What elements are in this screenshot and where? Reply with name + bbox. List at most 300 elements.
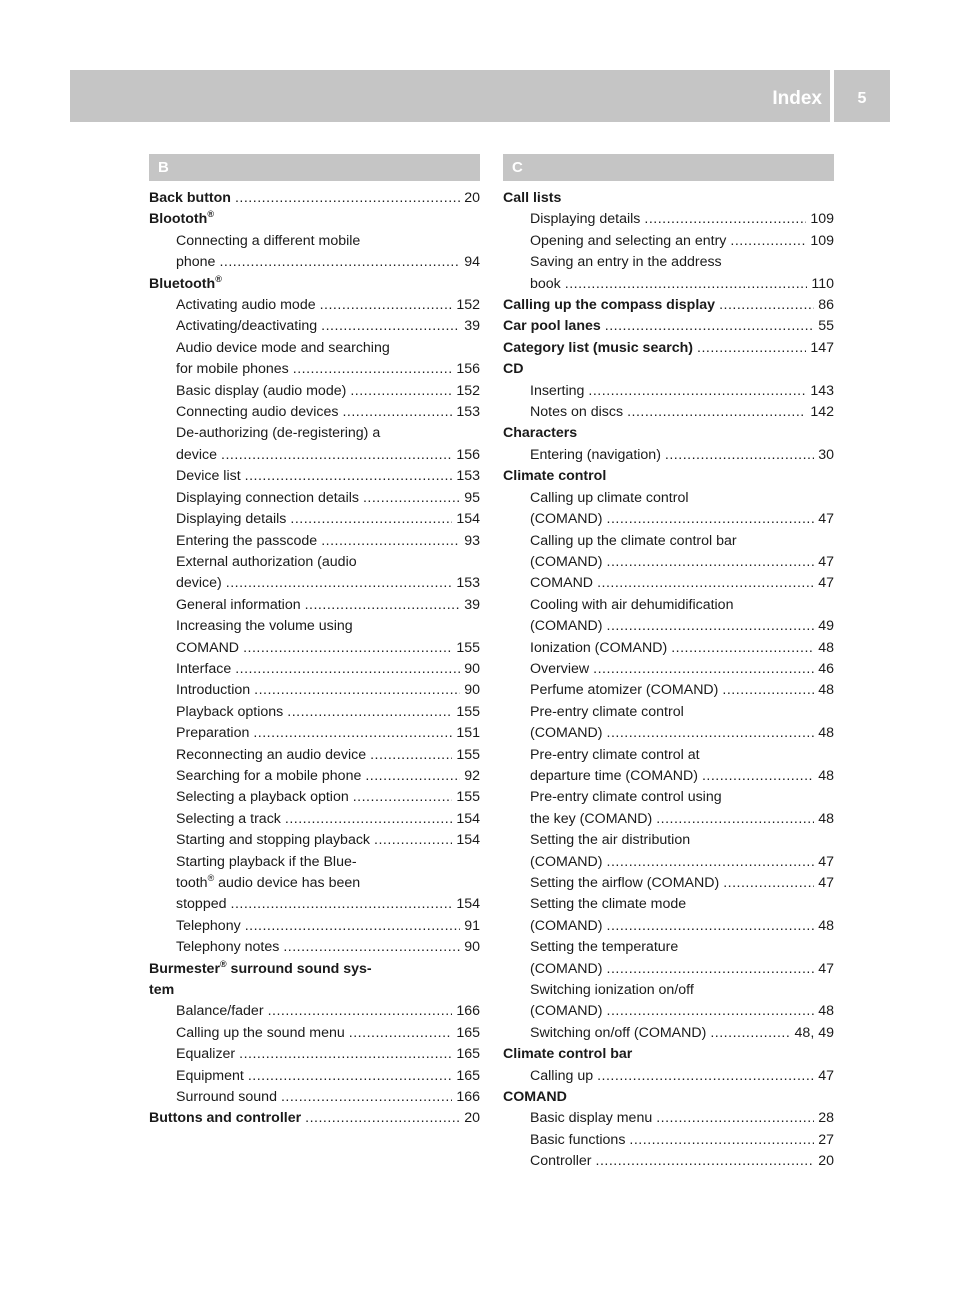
entry-label-text: Audio device mode and searching (176, 339, 390, 356)
dot-leader (245, 466, 453, 487)
index-sub-entry (149, 787, 480, 808)
dot-leader (607, 916, 815, 937)
entry-label (176, 295, 316, 316)
dot-leader (342, 402, 452, 423)
dot-leader (235, 188, 460, 209)
entry-label-text: Setting the airflow (COMAND) (530, 875, 720, 891)
index-main-entry (503, 359, 834, 380)
dot-leader (235, 659, 460, 680)
entry-label (530, 766, 698, 787)
entry-label-text: Buttons and controller (149, 1110, 302, 1127)
entry-label (530, 723, 603, 744)
index-sub-entry (149, 852, 480, 873)
index-sub-entry (149, 423, 480, 444)
entry-label (530, 638, 667, 659)
index-main-entry (503, 188, 834, 209)
entry-label-text: Pre-entry climate control using (530, 789, 722, 806)
entry-label-text: External authorization (audio (176, 553, 357, 570)
page-reference: 48 (818, 682, 834, 699)
index-sub-entry (149, 359, 480, 380)
page-reference: 154 (456, 511, 480, 528)
entry-label-text: COMAND (530, 575, 594, 592)
entry-label (530, 231, 726, 252)
page-reference: 154 (456, 810, 480, 827)
entry-label-text: Basic functions (530, 1131, 626, 1148)
dot-leader (597, 1066, 814, 1087)
dot-leader (629, 1130, 814, 1151)
entry-label-text: Calling up climate control (530, 489, 689, 506)
page-header-bar (70, 70, 890, 122)
entry-label (530, 787, 722, 808)
entry-label (176, 316, 317, 337)
page-reference: 166 (456, 1089, 480, 1106)
section-letter-heading: C (503, 154, 834, 181)
entry-label (176, 659, 231, 680)
entry-label-text: Connecting a different mobile (176, 232, 361, 249)
page-reference: 153 (456, 404, 480, 421)
entry-label-text: Pre-entry climate control at (530, 746, 700, 763)
dot-leader (353, 787, 453, 808)
page-number: 5 (857, 90, 867, 107)
entry-label-text: Playback options (176, 703, 284, 720)
index-sub-entry (503, 381, 834, 402)
index-sub-entry (149, 295, 480, 316)
dot-leader (656, 809, 814, 830)
entry-label (176, 680, 250, 701)
dot-leader (363, 488, 460, 509)
entry-label (530, 873, 719, 894)
entry-label (176, 766, 361, 787)
entry-label (149, 959, 372, 980)
index-main-entry (503, 1087, 834, 1108)
page-reference: 153 (456, 468, 480, 485)
registered-mark: ® (219, 958, 227, 969)
entry-label (176, 809, 281, 830)
dot-leader (722, 680, 814, 701)
entry-label (503, 423, 577, 444)
entry-label (176, 573, 222, 594)
index-sub-entry (503, 488, 834, 509)
entry-label-text: Telephony (176, 917, 241, 934)
index-column-right (503, 154, 834, 1173)
entry-label (149, 980, 174, 1001)
index-sub-entry (149, 1066, 480, 1087)
entry-label (503, 466, 606, 487)
entry-label (149, 188, 231, 209)
entry-label-text: Opening and selecting an entry (530, 232, 727, 249)
dot-leader (290, 509, 452, 530)
entry-label-text: Searching for a mobile phone (176, 767, 362, 784)
entry-label (530, 531, 737, 552)
index-sub-entry (149, 338, 480, 359)
page-reference: 47 (818, 853, 834, 870)
index-sub-entry (149, 659, 480, 680)
entry-label-text: Pre-entry climate control (530, 703, 684, 720)
index-sub-entry (503, 894, 834, 915)
index-sub-entry (503, 616, 834, 637)
dot-leader (565, 274, 808, 295)
entry-label-text: Telephony notes (176, 939, 280, 956)
page-reference: 48 (818, 639, 834, 656)
index-main-entry (149, 980, 480, 1001)
dot-leader (730, 231, 806, 252)
entry-label-text: departure time (COMAND) (530, 767, 698, 784)
page-reference: 90 (464, 682, 480, 699)
index-entry-list (149, 188, 480, 1130)
index-sub-entry (503, 937, 834, 958)
dot-leader (665, 445, 814, 466)
entry-label-text: Interface (176, 660, 232, 677)
entry-label (176, 937, 279, 958)
entry-label (176, 852, 357, 873)
page-reference: 47 (818, 575, 834, 592)
entry-label-text: Calling up the climate control bar (530, 532, 737, 549)
dot-leader (350, 381, 452, 402)
entry-label-text: Climate control (503, 468, 607, 485)
page-reference: 47 (818, 875, 834, 891)
index-sub-entry (149, 252, 480, 273)
index-sub-entry (149, 830, 480, 851)
index-main-entry (149, 188, 480, 209)
entry-label-text: Device list (176, 468, 241, 485)
entry-label (176, 423, 380, 444)
page-reference: 156 (456, 361, 480, 378)
index-main-entry (503, 466, 834, 487)
index-sub-entry (503, 766, 834, 787)
dot-leader (281, 1087, 452, 1108)
page-reference: 49 (818, 618, 834, 635)
entry-label-text: Activating/deactivating (176, 318, 318, 335)
registered-mark: ® (207, 209, 214, 220)
index-sub-entry (149, 1001, 480, 1022)
dot-leader (607, 959, 815, 980)
index-sub-entry (503, 852, 834, 873)
entry-label (503, 316, 601, 337)
page-reference: 30 (818, 446, 834, 463)
registered-mark: ® (207, 873, 215, 883)
entry-label (176, 252, 215, 273)
entry-label-text: Car pool lanes (503, 318, 601, 335)
index-sub-entry (503, 1151, 834, 1172)
entry-label (530, 381, 584, 402)
entry-label (503, 338, 693, 359)
entry-label-text: Preparation (176, 725, 250, 742)
index-sub-entry (149, 745, 480, 766)
page-reference: 153 (456, 575, 480, 592)
dot-leader (607, 852, 815, 873)
entry-label (530, 745, 700, 766)
index-sub-entry (149, 595, 480, 616)
index-sub-entry (149, 702, 480, 723)
dot-leader (219, 252, 460, 273)
index-column-left (149, 154, 480, 1130)
dot-leader (607, 552, 815, 573)
dot-leader (627, 402, 806, 423)
index-sub-entry (503, 573, 834, 594)
index-sub-entry (149, 638, 480, 659)
page-reference: 48 (818, 810, 834, 827)
page-reference: 39 (464, 596, 480, 613)
entry-label-text: Call lists (503, 190, 562, 206)
entry-label (530, 937, 678, 958)
entry-label (176, 723, 249, 744)
entry-label (176, 402, 338, 423)
entry-label-text: Ionization (COMAND) (530, 639, 668, 656)
dot-leader (305, 1108, 460, 1129)
index-sub-entry (149, 488, 480, 509)
page-reference: 154 (456, 832, 480, 849)
index-sub-entry (503, 209, 834, 230)
entry-label (530, 445, 661, 466)
entry-label (530, 809, 652, 830)
index-sub-entry (503, 445, 834, 466)
dot-leader (644, 209, 806, 230)
entry-label-text: Selecting a playback option (176, 789, 349, 806)
page-reference: 28 (818, 1110, 834, 1127)
index-sub-entry (503, 1023, 834, 1044)
dot-leader (596, 1151, 815, 1172)
dot-leader (671, 638, 814, 659)
page-reference: 155 (456, 789, 480, 806)
entry-label-text: the key (COMAND) (530, 810, 653, 827)
dot-leader (607, 616, 815, 637)
entry-label (530, 402, 623, 423)
page-reference: 55 (818, 318, 834, 335)
index-sub-entry (503, 638, 834, 659)
entry-label-text: Starting playback if the Blue- (176, 853, 357, 870)
entry-label-text: Reconnecting an audio device (176, 746, 367, 763)
entry-label-text: Climate control bar (503, 1046, 633, 1063)
dot-leader (365, 766, 460, 787)
entry-label-text: (COMAND) (530, 725, 603, 742)
entry-label-text: Calling up the sound menu (176, 1024, 345, 1041)
entry-label-text: COMAND (503, 1089, 567, 1106)
page-reference: 143 (810, 382, 834, 399)
index-main-entry (503, 1044, 834, 1065)
dot-leader (607, 509, 815, 530)
dot-leader (287, 702, 452, 723)
entry-label (530, 209, 640, 230)
index-sub-entry (503, 659, 834, 680)
index-sub-entry (503, 595, 834, 616)
entry-label-text: Entering the passcode (176, 532, 318, 549)
entry-label-text: (COMAND) (530, 917, 603, 934)
index-sub-entry (503, 1001, 834, 1022)
page-reference: 92 (464, 767, 480, 784)
entry-label-text: Basic display menu (530, 1110, 653, 1127)
index-sub-entry (503, 531, 834, 552)
page-reference: 47 (818, 511, 834, 528)
index-sub-entry (503, 231, 834, 252)
entry-label (530, 1130, 625, 1151)
page-reference: 27 (818, 1131, 834, 1148)
entry-label (176, 531, 317, 552)
entry-label (176, 638, 239, 659)
dot-leader (370, 745, 452, 766)
page-reference: 46 (818, 660, 834, 677)
dot-leader (374, 830, 452, 851)
entry-label (176, 1001, 264, 1022)
entry-label (530, 702, 684, 723)
index-sub-entry (149, 381, 480, 402)
entry-label-text: Bloototh (149, 211, 208, 228)
entry-label-text: Starting and stopping playback (176, 832, 371, 849)
page-reference: 20 (818, 1153, 834, 1170)
index-sub-entry (149, 1044, 480, 1065)
entry-label (530, 1108, 652, 1129)
dot-leader (349, 1023, 453, 1044)
page-reference: 47 (818, 1067, 834, 1084)
page-reference: 166 (456, 1003, 480, 1020)
index-sub-entry (149, 894, 480, 915)
index-sub-entry (503, 274, 834, 295)
index-main-entry (149, 959, 480, 980)
page-reference: 86 (818, 297, 834, 314)
entry-label (530, 1151, 592, 1172)
index-sub-entry (149, 873, 480, 894)
index-sub-entry (503, 702, 834, 723)
page-reference: 48, 49 (794, 1024, 834, 1041)
page-reference: 156 (456, 446, 480, 463)
index-sub-entry (149, 231, 480, 252)
entry-label (530, 573, 593, 594)
entry-label (530, 552, 603, 573)
dot-leader (321, 316, 460, 337)
index-main-entry (503, 316, 834, 337)
index-sub-entry (149, 573, 480, 594)
entry-label-text: phone (176, 254, 216, 271)
entry-label-text: Setting the climate mode (530, 896, 687, 913)
index-sub-entry (503, 873, 834, 894)
entry-label (530, 1001, 603, 1022)
entry-label (530, 274, 561, 295)
dot-leader (243, 638, 452, 659)
entry-label-text: device (176, 446, 218, 463)
entry-label-text: Setting the air distribution (530, 832, 691, 849)
entry-label (530, 488, 689, 509)
dot-leader (588, 381, 806, 402)
entry-label (503, 295, 715, 316)
dot-leader (321, 531, 460, 552)
registered-mark: ® (215, 273, 222, 284)
index-sub-entry (503, 680, 834, 701)
index-sub-entry (149, 766, 480, 787)
entry-label (530, 616, 603, 637)
entry-label-text: Connecting audio devices (176, 404, 339, 421)
index-sub-entry (503, 402, 834, 423)
index-sub-entry (503, 1130, 834, 1151)
page-reference: 109 (810, 232, 834, 249)
index-sub-entry (503, 252, 834, 273)
header-title: Index (772, 88, 822, 109)
dot-leader (607, 1001, 815, 1022)
entry-label-text: Inserting (530, 382, 585, 399)
page-reference: 90 (464, 939, 480, 956)
index-sub-entry (503, 959, 834, 980)
dot-leader (283, 937, 460, 958)
entry-label-text: Setting the temperature (530, 939, 679, 956)
entry-label-continuation: surround sound sys- (226, 960, 372, 977)
entry-label-text: (COMAND) (530, 511, 603, 528)
dot-leader (605, 316, 814, 337)
page-reference: 48 (818, 725, 834, 742)
dot-leader (697, 338, 806, 359)
page-reference: 165 (456, 1046, 480, 1063)
index-main-entry (503, 338, 834, 359)
dot-leader (248, 1066, 453, 1087)
entry-label-text: Saving an entry in the address (530, 254, 722, 271)
index-sub-entry (503, 809, 834, 830)
entry-label-text: Equipment (176, 1067, 244, 1084)
dot-leader (231, 894, 453, 915)
entry-label (176, 1044, 235, 1065)
index-sub-entry (503, 787, 834, 808)
dot-leader (710, 1023, 790, 1044)
entry-label (530, 830, 690, 851)
dot-leader (254, 680, 460, 701)
index-sub-entry (149, 445, 480, 466)
entry-label (176, 1023, 345, 1044)
entry-label-text: Equalizer (176, 1046, 236, 1063)
entry-label-text: Introduction (176, 682, 251, 699)
entry-label-text: Displaying connection details (176, 489, 359, 506)
page-reference: 48 (818, 767, 834, 784)
entry-label (503, 188, 561, 209)
index-main-entry (503, 423, 834, 444)
index-sub-entry (503, 723, 834, 744)
index-sub-entry (503, 830, 834, 851)
entry-label-text: Bluetooth (149, 275, 216, 292)
section-letter-heading: B (149, 154, 480, 181)
page-reference: 147 (810, 339, 834, 356)
entry-label (503, 359, 524, 380)
entry-label (176, 231, 360, 252)
index-main-entry (149, 1108, 480, 1129)
entry-label-text: stopped (176, 896, 227, 913)
dot-leader (293, 359, 453, 380)
entry-label-text: for mobile phones (176, 361, 289, 378)
entry-label-text: Controller (530, 1153, 592, 1170)
dot-leader (656, 1108, 814, 1129)
index-main-entry (149, 209, 480, 230)
index-sub-entry (503, 745, 834, 766)
entry-label (176, 1066, 244, 1087)
entry-label-text: Balance/fader (176, 1003, 264, 1020)
entry-label-text: General information (176, 596, 301, 613)
page-reference: 90 (464, 660, 480, 677)
entry-label (176, 381, 346, 402)
page-reference: 47 (818, 553, 834, 570)
index-sub-entry (149, 680, 480, 701)
page-reference: 154 (456, 896, 480, 913)
entry-label (530, 980, 694, 1001)
entry-label-text: Displaying details (176, 511, 287, 528)
index-sub-entry (149, 809, 480, 830)
dot-leader (702, 766, 814, 787)
index-sub-entry (149, 616, 480, 637)
entry-label-text: Surround sound (176, 1089, 277, 1106)
entry-label (530, 894, 686, 915)
entry-label (149, 209, 214, 230)
index-sub-entry (149, 723, 480, 744)
entry-label (176, 873, 360, 894)
entry-label (503, 1087, 567, 1108)
entry-label-text: Characters (503, 425, 578, 442)
index-sub-entry (149, 531, 480, 552)
entry-label (176, 552, 357, 573)
dot-leader (285, 809, 452, 830)
entry-label (176, 509, 286, 530)
